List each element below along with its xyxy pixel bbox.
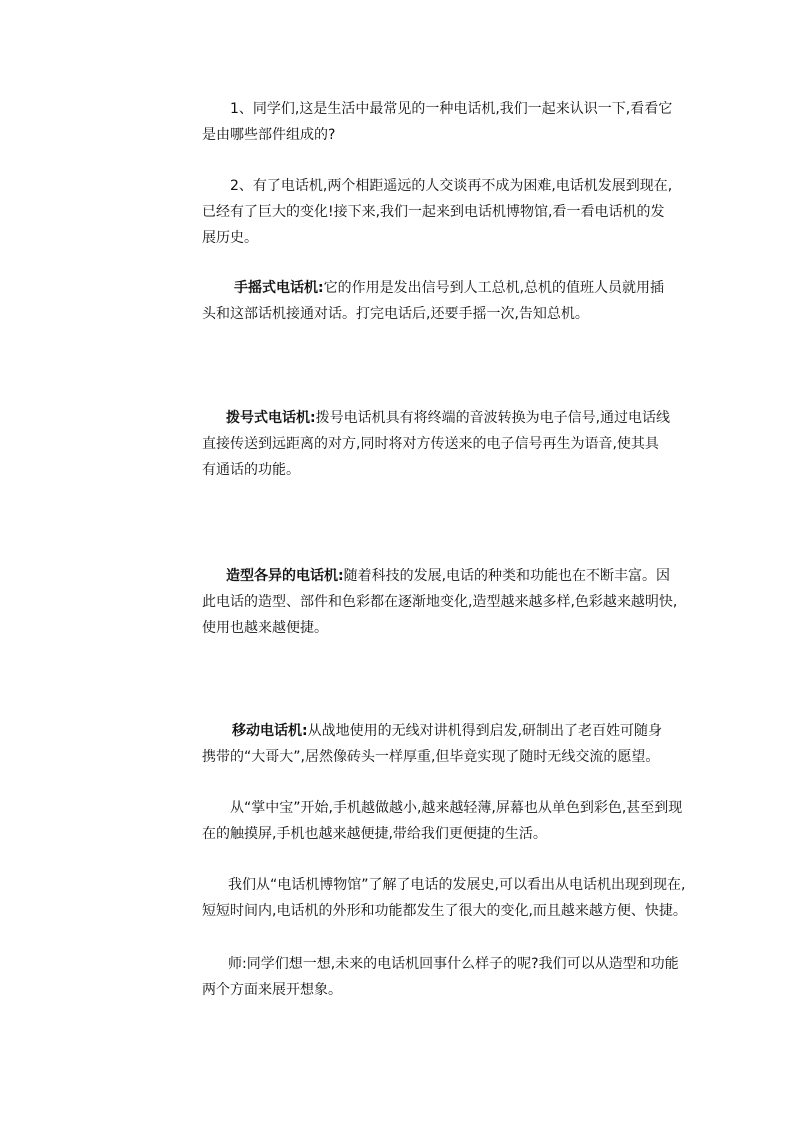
section-heading: 手摇式电话机: [234, 280, 324, 296]
line-text: 短短时间内,电话机的外形和功能都发生了很大的变化,而且越来越方便、快捷。 [202, 903, 687, 919]
line-text: 拨号电话机具有将终端的音波转换为电子信号,通过电话线 [315, 410, 671, 426]
line-text: 我们从“电话机博物馆”了解了电话的发展史,可以看出从电话机出现到现在, [228, 877, 686, 893]
paragraph-palm-phone [202, 795, 683, 847]
paragraph-line [202, 275, 680, 301]
line-text: 随着科技的发展,电话的种类和功能也在不断丰富。因 [343, 568, 671, 584]
paragraph-line [202, 589, 680, 615]
paragraph-line [202, 744, 680, 770]
paragraph-line [202, 951, 680, 977]
paragraph-line [202, 977, 680, 1003]
paragraph-line [202, 301, 680, 327]
section-heading: 拨号式电话机: [226, 410, 316, 426]
line-text: 已经有了巨大的变化!接下来,我们一起来到电话机博物馆,看一看电话机的发 [202, 204, 665, 220]
line-text: 此电话的造型、部件和色彩都在逐渐地变化,造型越来越多样,色彩越来越明快, [202, 594, 678, 610]
line-text: 头和这部话机接通对话。打完电话后,还要手摇一次,告知总机。 [202, 306, 589, 322]
paragraph-line [202, 199, 680, 225]
section-heading: 移动电话机: [232, 723, 308, 739]
section-heading: 造型各异的电话机: [226, 568, 344, 584]
paragraph-line [202, 718, 680, 744]
line-text: 使用也越来越便捷。 [202, 620, 328, 636]
line-text: 两个方面来展开想象。 [202, 982, 342, 998]
paragraph-teacher-question [202, 951, 680, 1003]
line-text: 师:同学们想一想,未来的电话机回事什么样子的呢?我们可以从造型和功能 [228, 956, 679, 972]
paragraph-line [202, 795, 683, 821]
paragraph-line [202, 431, 680, 457]
line-text: 是由哪些部件组成的? [202, 127, 336, 143]
line-text: 有通话的功能。 [202, 462, 300, 478]
paragraph-line [202, 173, 680, 199]
line-text: 展历史。 [202, 230, 258, 246]
paragraph-phone-history-intro [202, 173, 680, 251]
line-text: 在的触摸屏,手机也越来越便捷,带给我们更便捷的生活。 [202, 826, 547, 842]
paragraph-hand-crank-phone [202, 275, 680, 327]
paragraph-museum-summary [202, 872, 687, 924]
line-text: 直接传送到远距离的对方,同时将对方传送来的电子信号再生为语音,使其具 [202, 436, 659, 452]
paragraph-line [202, 96, 680, 122]
line-text: 1、同学们,这是生活中最常见的一种电话机,我们一起来认识一下,看看它 [230, 101, 673, 117]
paragraph-line [202, 457, 680, 483]
line-text: 它的作用是发出信号到人工总机,总机的值班人员就用插 [323, 280, 665, 296]
line-text: 携带的“大哥大”,居然像砖头一样厚重,但毕竟实现了随时无线交流的愿望。 [202, 749, 660, 765]
paragraph-intro-question [202, 96, 680, 148]
paragraph-line [202, 872, 686, 898]
line-text: 2、有了电话机,两个相距遥远的人交谈再不成为困难,电话机发展到现在, [230, 178, 673, 194]
paragraph-line [202, 563, 680, 589]
paragraph-line [202, 821, 680, 847]
line-text: 从战地使用的无线对讲机得到启发,研制出了老百姓可随身 [307, 723, 663, 739]
paragraph-mobile-phone [202, 718, 680, 770]
paragraph-varied-phones [202, 563, 680, 641]
paragraph-line [202, 898, 687, 924]
paragraph-dial-phone [202, 405, 680, 483]
paragraph-line [202, 405, 680, 431]
paragraph-line [202, 225, 680, 251]
paragraph-line [202, 122, 680, 148]
paragraph-line [202, 615, 680, 641]
line-text: 从“掌中宝”开始,手机越做越小,越来越轻薄,屏幕也从单色到彩色,甚至到现 [230, 800, 683, 816]
